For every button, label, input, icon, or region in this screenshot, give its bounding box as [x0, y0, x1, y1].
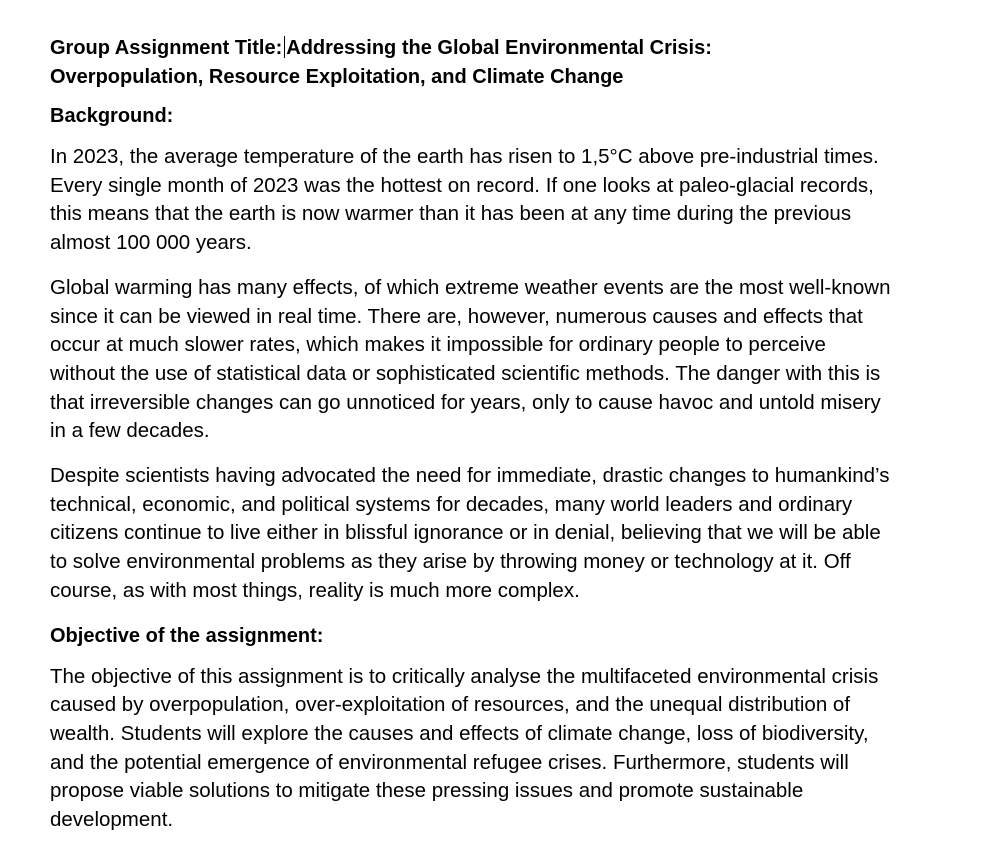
paragraph-line[interactable]: technical, economic, and political systems for decades, many world leaders and ordinary: [50, 492, 853, 516]
paragraph-line[interactable]: course, as with most things, reality is much more complex.: [50, 578, 580, 602]
paragraph-line[interactable]: in a few decades.: [50, 419, 210, 443]
document-title[interactable]: [50, 34, 985, 92]
paragraph-line[interactable]: without the use of statistical data or sophisticated scientific methods. The danger with this is: [50, 361, 881, 385]
title-label[interactable]: Group Assignment Title:: [50, 37, 283, 59]
paragraph-4[interactable]: [50, 663, 985, 835]
paragraph-3[interactable]: [50, 462, 985, 606]
paragraph-line[interactable]: propose viable solutions to mitigate these pressing issues and promote sustainable: [50, 779, 804, 803]
paragraph-line[interactable]: Despite scientists having advocated the need for immediate, drastic changes to humankind’s: [50, 464, 890, 488]
paragraph-line[interactable]: and the potential emergence of environmental refugee crises. Furthermore, students will: [50, 750, 849, 774]
paragraph-1[interactable]: [50, 143, 985, 258]
paragraph-line[interactable]: caused by overpopulation, over-exploitation of resources, and the unequal distribution of: [50, 693, 851, 717]
paragraph-line[interactable]: since it can be viewed in real time. There are, however, numerous causes and effects that: [50, 304, 863, 328]
document-page[interactable]: [50, 34, 985, 851]
title-line-2[interactable]: Overpopulation, Resource Exploitation, and Climate Change: [50, 66, 624, 88]
paragraph-line[interactable]: this means that the earth is now warmer than it has been at any time during the previous: [50, 202, 852, 226]
title-text[interactable]: Addressing the Global Environmental Crisis:: [286, 37, 712, 59]
paragraph-line[interactable]: wealth. Students will explore the causes and effects of climate change, loss of biodiversity,: [50, 721, 869, 745]
paragraph-line[interactable]: almost 100 000 years.: [50, 231, 252, 255]
paragraph-2[interactable]: [50, 274, 985, 446]
paragraph-line[interactable]: to solve environmental problems as they arise by throwing money or technology at it. Off: [50, 550, 851, 574]
paragraph-line[interactable]: Global warming has many effects, of which extreme weather events are the most well-known: [50, 275, 891, 299]
paragraph-line[interactable]: In 2023, the average temperature of the earth has risen to 1,5°C above pre-industrial times.: [50, 145, 879, 168]
paragraph-line[interactable]: Every single month of 2023 was the hottest on record. If one looks at paleo-glacial records,: [50, 173, 874, 197]
background-heading[interactable]: Background:: [50, 105, 174, 127]
paragraph-line[interactable]: occur at much slower rates, which makes it impossible for ordinary people to perceive: [50, 333, 826, 357]
paragraph-line[interactable]: that irreversible changes can go unnoticed for years, only to cause havoc and untold misery: [50, 390, 881, 414]
paragraph-line[interactable]: citizens continue to live either in blissful ignorance or in denial, believing that we will be able: [50, 521, 881, 545]
objective-heading[interactable]: Objective of the assignment:: [50, 624, 324, 647]
paragraph-line[interactable]: development.: [50, 808, 174, 832]
title-line-1[interactable]: [50, 34, 985, 63]
paragraph-line[interactable]: The objective of this assignment is to critically analyse the multifaceted environmental crisis: [50, 664, 879, 688]
